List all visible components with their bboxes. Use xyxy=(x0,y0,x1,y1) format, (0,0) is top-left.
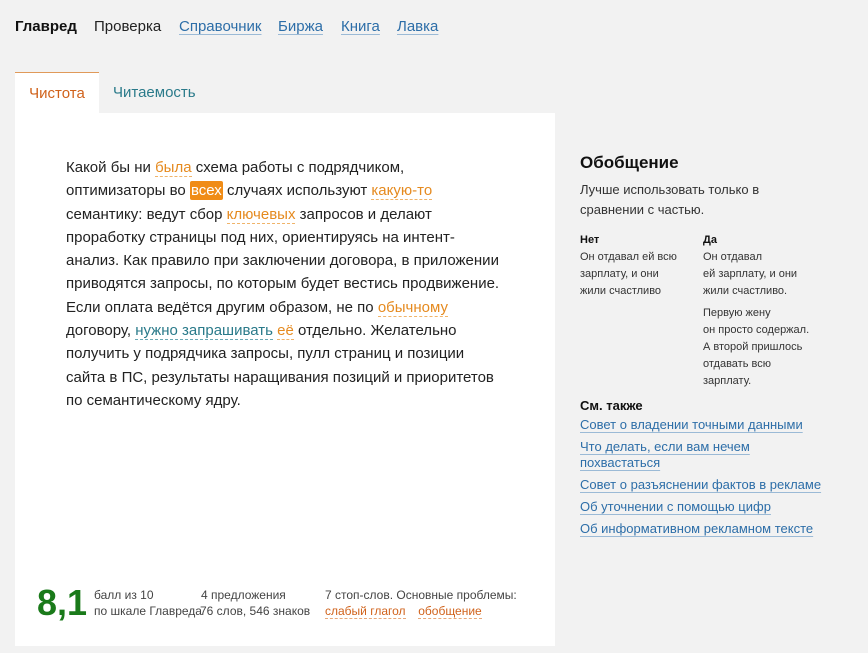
tab-purity[interactable]: Чистота xyxy=(15,72,99,115)
highlight-weak-word[interactable]: её xyxy=(277,322,294,340)
stats-bar xyxy=(15,583,555,643)
see-also-link[interactable]: Об уточнении с помощью цифр xyxy=(580,499,771,514)
problem-weak-verb-link[interactable]: слабый глагол xyxy=(325,604,406,618)
highlight-weak-word[interactable]: ключевых xyxy=(226,205,296,223)
example-yes: Да Он отдавал ей зарплату, и они жили счастливо. Первую жену он просто содержал. А второй пришлось отдавать всю зарплату. xyxy=(703,234,810,387)
see-also-link[interactable]: Совет о владении точными данными xyxy=(580,417,803,432)
nav-check[interactable]: Проверка xyxy=(94,18,162,35)
score-value: 8,1 xyxy=(37,582,88,623)
text-stats: 4 предложения 76 слов, 546 знаков xyxy=(200,588,311,618)
highlight-selected-word[interactable]: всех xyxy=(190,182,222,200)
nav-shop-link[interactable]: Лавка xyxy=(397,18,439,35)
editor-text[interactable]: Какой бы ни была схема работы с подрядчиком, оптимизаторы во всех случаях используют какую-то семантику: ведут сбор ключевых запросов и делают проработку страницы под них, ориентируясь на интент-анализ. Как правило при заключении договора, в приложении приводятся запросы, по которым будет вестись продвижение. Если оплата ведётся другим образом, не по обычному договору, нужно запрашивать её отдельно. Желательно получить у подрядчика запросы, пулл страниц и позиции сайта в ПС, результаты наращивания позиций и приоритетов по семантическому ядру. xyxy=(66,159,500,409)
see-also-list xyxy=(580,417,850,537)
rule-description: Лучше использовать только в сравнении с частью. xyxy=(580,182,760,217)
nav-book-link[interactable]: Книга xyxy=(341,18,380,35)
rule-sidebar xyxy=(580,152,850,543)
problems-summary: 7 стоп-слов. Основные проблемы: слабый глагол обобщение xyxy=(325,588,517,618)
problem-generalization-link[interactable]: обобщение xyxy=(418,604,482,618)
see-also-link[interactable]: Об информативном рекламном тексте xyxy=(580,521,814,536)
highlight-readability-phrase[interactable]: нужно запрашивать xyxy=(135,322,273,340)
rule-title: Обобщение xyxy=(580,153,679,172)
nav-reference-link[interactable]: Справочник xyxy=(179,18,262,35)
nav-exchange-link[interactable]: Биржа xyxy=(278,18,323,35)
see-also-link[interactable]: Совет о разъяснении фактов в рекламе xyxy=(580,477,822,492)
highlight-weak-word[interactable]: была xyxy=(155,159,192,176)
score-caption: балл из 10 по шкале Главреда xyxy=(94,588,202,618)
see-also-link[interactable]: Что делать, если вам нечем похвастаться xyxy=(580,439,750,470)
nav-brand-glavred[interactable]: Главред xyxy=(15,18,77,35)
rule-examples xyxy=(580,232,850,392)
example-no: Нет Он отдавал ей всю зарплату, и они жили счастливо xyxy=(580,234,677,297)
highlight-weak-word[interactable]: какую-то xyxy=(371,182,433,200)
tab-readability[interactable]: Читаемость xyxy=(113,84,196,101)
see-also-title: См. также xyxy=(580,398,643,413)
highlight-weak-word[interactable]: обычному xyxy=(377,298,448,316)
text-editor[interactable] xyxy=(15,113,555,646)
